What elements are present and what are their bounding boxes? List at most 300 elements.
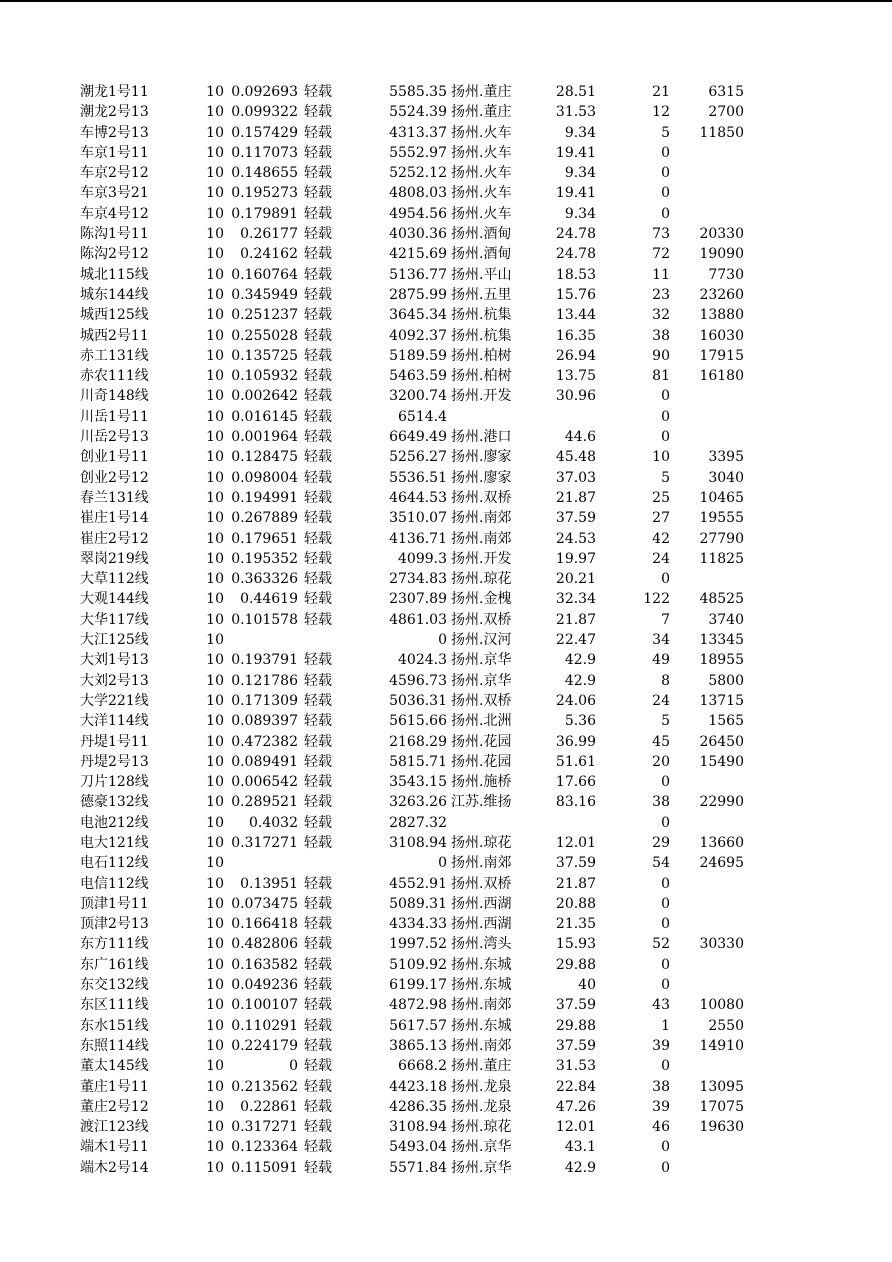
line-name-cell: 川奇148线 xyxy=(80,388,149,405)
count-cell: 7 xyxy=(661,611,670,628)
load-status-cell: 轻载 xyxy=(304,814,332,831)
load-rate-cell: 0.472382 xyxy=(231,733,298,750)
capacity-cell: 13345 xyxy=(699,632,744,649)
line-name-cell: 德豪132线 xyxy=(80,794,149,811)
location-cell: 扬州.双桥 xyxy=(451,611,512,628)
voltage-cell: 10 xyxy=(206,1098,224,1115)
count-cell: 38 xyxy=(652,794,670,811)
voltage-cell: 10 xyxy=(206,692,224,709)
value-cell: 4092.37 xyxy=(389,327,447,344)
value-cell: 5615.66 xyxy=(389,713,447,730)
count-cell: 122 xyxy=(643,591,670,608)
count-cell: 0 xyxy=(661,571,670,588)
location-cell: 扬州.京华 xyxy=(451,652,512,669)
load-status-cell: 轻载 xyxy=(304,571,332,588)
capacity-cell xyxy=(670,163,744,183)
value-cell: 3543.15 xyxy=(389,774,447,791)
table-row xyxy=(0,204,892,224)
capacity-cell: 19090 xyxy=(699,246,744,263)
load-status-cell: 轻载 xyxy=(304,875,332,892)
length-cell: 13.75 xyxy=(555,368,596,385)
length-cell: 17.66 xyxy=(555,774,596,791)
length-cell: 44.6 xyxy=(564,429,596,446)
location-cell: 扬州.京华 xyxy=(451,1139,512,1156)
value-cell: 4872.98 xyxy=(389,997,447,1014)
count-cell: 12 xyxy=(652,104,670,121)
line-name-cell: 春兰131线 xyxy=(80,489,149,506)
location-cell: 扬州.汉河 xyxy=(451,632,512,649)
location-cell: 扬州.龙泉 xyxy=(451,1098,512,1115)
load-rate-cell: 0.089491 xyxy=(231,753,298,770)
capacity-cell: 13095 xyxy=(699,1078,744,1095)
capacity-cell xyxy=(670,955,744,975)
line-name-cell: 东广161线 xyxy=(80,956,149,973)
value-cell: 6649.49 xyxy=(389,429,447,446)
line-name-cell: 车京4号12 xyxy=(80,205,149,222)
count-cell: 72 xyxy=(652,246,670,263)
line-name-cell: 端木1号11 xyxy=(80,1139,149,1156)
length-cell: 42.9 xyxy=(564,1159,596,1176)
table-row xyxy=(0,1036,892,1056)
length-cell: 21.87 xyxy=(555,611,596,628)
capacity-cell: 26450 xyxy=(699,733,744,750)
count-cell: 0 xyxy=(661,814,670,831)
load-rate-cell: 0.016145 xyxy=(231,408,298,425)
capacity-cell: 6315 xyxy=(708,84,744,100)
line-name-cell: 城北115线 xyxy=(80,266,149,283)
count-cell: 32 xyxy=(652,307,670,324)
length-cell: 36.99 xyxy=(555,733,596,750)
capacity-cell: 3740 xyxy=(708,611,744,628)
location-cell: 扬州.西湖 xyxy=(451,916,512,933)
value-cell: 6514.4 xyxy=(398,408,447,425)
capacity-cell: 11850 xyxy=(699,124,744,141)
capacity-cell xyxy=(670,1056,744,1076)
capacity-cell xyxy=(670,143,744,163)
voltage-cell: 10 xyxy=(206,144,224,161)
length-cell: 40 xyxy=(578,977,596,994)
count-cell: 1 xyxy=(661,1017,670,1034)
voltage-cell: 10 xyxy=(206,733,224,750)
length-cell: 37.59 xyxy=(555,855,596,872)
length-cell: 37.59 xyxy=(555,510,596,527)
location-cell: 扬州.董庄 xyxy=(451,84,512,100)
load-status-cell: 轻载 xyxy=(304,388,332,405)
location-cell: 扬州.廖家 xyxy=(451,469,512,486)
value-cell: 4808.03 xyxy=(389,185,447,202)
line-name-cell: 川岳1号11 xyxy=(80,408,149,425)
length-cell xyxy=(523,407,596,427)
location-cell: 扬州.金槐 xyxy=(451,591,512,608)
load-status-cell: 轻载 xyxy=(304,307,332,324)
table-row xyxy=(0,549,892,569)
length-cell: 37.03 xyxy=(555,469,596,486)
count-cell: 0 xyxy=(661,875,670,892)
count-cell: 52 xyxy=(652,936,670,953)
line-name-cell: 翠岗219线 xyxy=(80,550,149,567)
line-name-cell: 顶津1号11 xyxy=(80,895,149,912)
capacity-cell: 13660 xyxy=(699,834,744,851)
table-row xyxy=(0,569,892,589)
table-row xyxy=(0,529,892,549)
length-cell: 19.41 xyxy=(555,185,596,202)
value-cell: 5815.71 xyxy=(389,753,447,770)
capacity-cell: 30330 xyxy=(699,936,744,953)
capacity-cell: 11825 xyxy=(699,550,744,567)
capacity-cell: 17915 xyxy=(699,347,744,364)
load-rate-cell: 0.135725 xyxy=(231,347,298,364)
table-row xyxy=(0,407,892,427)
length-cell: 45.48 xyxy=(555,449,596,466)
length-cell: 31.53 xyxy=(555,1058,596,1075)
load-rate-cell: 0.110291 xyxy=(231,1017,298,1034)
load-status-cell: 轻载 xyxy=(304,916,332,933)
capacity-cell: 23260 xyxy=(699,286,744,303)
location-cell: 扬州.开发 xyxy=(451,550,512,567)
location-cell: 扬州.廖家 xyxy=(451,449,512,466)
load-status-cell: 轻载 xyxy=(304,1078,332,1095)
length-cell: 26.94 xyxy=(555,347,596,364)
capacity-cell: 15490 xyxy=(699,753,744,770)
table-row xyxy=(0,1137,892,1157)
load-rate-cell: 0.049236 xyxy=(231,977,298,994)
load-rate-cell: 0.160764 xyxy=(231,266,298,283)
load-status-cell: 轻载 xyxy=(304,327,332,344)
length-cell: 30.96 xyxy=(555,388,596,405)
capacity-cell xyxy=(670,894,744,914)
voltage-cell: 10 xyxy=(206,1058,224,1075)
voltage-cell: 10 xyxy=(206,632,224,649)
load-status-cell: 轻载 xyxy=(304,895,332,912)
table-row xyxy=(0,691,892,711)
voltage-cell: 10 xyxy=(206,327,224,344)
voltage-cell: 10 xyxy=(206,652,224,669)
table-row xyxy=(0,1077,892,1097)
location-cell: 扬州.火车 xyxy=(451,205,512,222)
table-row xyxy=(0,711,892,731)
value-cell: 4423.18 xyxy=(389,1078,447,1095)
table-row xyxy=(0,468,892,488)
table-row xyxy=(0,853,892,873)
voltage-cell: 10 xyxy=(206,611,224,628)
value-cell: 5552.97 xyxy=(389,144,447,161)
count-cell: 45 xyxy=(652,733,670,750)
load-status-cell: 轻载 xyxy=(304,510,332,527)
voltage-cell: 10 xyxy=(206,571,224,588)
load-rate-cell: 0.163582 xyxy=(231,956,298,973)
line-name-cell: 车博2号13 xyxy=(80,124,149,141)
line-name-cell: 电石112线 xyxy=(80,855,149,872)
length-cell: 28.51 xyxy=(555,84,596,100)
load-status-cell: 轻载 xyxy=(304,652,332,669)
load-status-cell xyxy=(304,630,340,650)
load-status-cell: 轻载 xyxy=(304,956,332,973)
capacity-cell: 5800 xyxy=(708,672,744,689)
line-name-cell: 渡江123线 xyxy=(80,1119,149,1136)
line-name-cell: 城西125线 xyxy=(80,307,149,324)
length-cell: 42.9 xyxy=(564,672,596,689)
value-cell: 4644.53 xyxy=(389,489,447,506)
voltage-cell: 10 xyxy=(206,713,224,730)
location-cell: 扬州.火车 xyxy=(451,124,512,141)
location-cell: 扬州.东城 xyxy=(451,977,512,994)
count-cell: 11 xyxy=(652,266,670,283)
value-cell: 5524.39 xyxy=(389,104,447,121)
count-cell: 5 xyxy=(661,469,670,486)
load-rate-cell: 0.089397 xyxy=(231,713,298,730)
value-cell: 5256.27 xyxy=(389,449,447,466)
line-name-cell: 赤工131线 xyxy=(80,347,149,364)
voltage-cell: 10 xyxy=(206,388,224,405)
line-name-cell: 大华117线 xyxy=(80,611,149,628)
line-name-cell: 大刘2号13 xyxy=(80,672,149,689)
length-cell: 21.35 xyxy=(555,916,596,933)
location-cell xyxy=(451,407,523,427)
count-cell: 90 xyxy=(652,347,670,364)
voltage-cell: 10 xyxy=(206,977,224,994)
load-rate-cell: 0.194991 xyxy=(231,489,298,506)
location-cell: 扬州.酒甸 xyxy=(451,246,512,263)
capacity-cell: 27790 xyxy=(699,530,744,547)
voltage-cell: 10 xyxy=(206,408,224,425)
load-status-cell: 轻载 xyxy=(304,672,332,689)
line-name-cell: 赤农111线 xyxy=(80,368,149,385)
table-row xyxy=(0,995,892,1015)
capacity-cell: 19555 xyxy=(699,510,744,527)
voltage-cell: 10 xyxy=(206,469,224,486)
length-cell: 18.53 xyxy=(555,266,596,283)
count-cell: 23 xyxy=(652,286,670,303)
load-rate-cell: 0.482806 xyxy=(231,936,298,953)
top-border-line xyxy=(0,0,892,2)
line-name-cell: 大江125线 xyxy=(80,632,149,649)
line-name-cell: 董庄1号11 xyxy=(80,1078,149,1095)
line-name-cell: 车京3号21 xyxy=(80,185,149,202)
table-row xyxy=(0,143,892,163)
count-cell: 43 xyxy=(652,997,670,1014)
load-status-cell: 轻载 xyxy=(304,489,332,506)
value-cell: 4334.33 xyxy=(389,916,447,933)
capacity-cell: 16180 xyxy=(699,368,744,385)
load-status-cell: 轻载 xyxy=(304,1058,332,1075)
length-cell: 31.53 xyxy=(555,104,596,121)
location-cell: 江苏.维扬 xyxy=(451,794,512,811)
load-rate-cell: 0.195352 xyxy=(231,550,298,567)
capacity-cell xyxy=(670,1158,744,1178)
value-cell: 1997.52 xyxy=(389,936,447,953)
table-row xyxy=(0,874,892,894)
capacity-cell xyxy=(670,874,744,894)
location-cell: 扬州.柏树 xyxy=(451,347,512,364)
count-cell: 20 xyxy=(652,753,670,770)
voltage-cell: 10 xyxy=(206,205,224,222)
voltage-cell: 10 xyxy=(206,1159,224,1176)
load-status-cell: 轻载 xyxy=(304,550,332,567)
load-rate-cell: 0.101578 xyxy=(231,611,298,628)
voltage-cell: 10 xyxy=(206,672,224,689)
table-row xyxy=(0,488,892,508)
length-cell: 5.36 xyxy=(564,713,596,730)
line-name-cell: 陈沟2号12 xyxy=(80,246,149,263)
capacity-cell xyxy=(670,569,744,589)
load-rate-cell: 0.166418 xyxy=(231,916,298,933)
capacity-cell: 1565 xyxy=(708,713,744,730)
count-cell: 0 xyxy=(661,956,670,973)
length-cell: 83.16 xyxy=(555,794,596,811)
table-row xyxy=(0,914,892,934)
voltage-cell: 10 xyxy=(206,875,224,892)
spreadsheet-table xyxy=(0,82,892,1178)
voltage-cell: 10 xyxy=(206,855,224,872)
count-cell: 34 xyxy=(652,632,670,649)
capacity-cell: 24695 xyxy=(699,855,744,872)
voltage-cell: 10 xyxy=(206,266,224,283)
load-status-cell: 轻载 xyxy=(304,1017,332,1034)
voltage-cell: 10 xyxy=(206,124,224,141)
value-cell: 6199.17 xyxy=(389,977,447,994)
load-rate-cell: 0.267889 xyxy=(231,510,298,527)
load-status-cell: 轻载 xyxy=(304,977,332,994)
location-cell: 扬州.琼花 xyxy=(451,1119,512,1136)
length-cell: 19.97 xyxy=(555,550,596,567)
capacity-cell: 3040 xyxy=(708,469,744,486)
voltage-cell: 10 xyxy=(206,510,224,527)
location-cell: 扬州.东城 xyxy=(451,1017,512,1034)
voltage-cell: 10 xyxy=(206,895,224,912)
table-row xyxy=(0,894,892,914)
voltage-cell: 10 xyxy=(206,1078,224,1095)
line-name-cell: 川岳2号13 xyxy=(80,429,149,446)
table-row xyxy=(0,833,892,853)
line-name-cell: 顶津2号13 xyxy=(80,916,149,933)
value-cell: 5585.35 xyxy=(389,84,447,100)
load-rate-cell: 0.213562 xyxy=(231,1078,298,1095)
line-name-cell: 东照114线 xyxy=(80,1037,149,1054)
capacity-cell: 7730 xyxy=(708,266,744,283)
load-status-cell: 轻载 xyxy=(304,1037,332,1054)
load-status-cell: 轻载 xyxy=(304,1098,332,1115)
location-cell: 扬州.五里 xyxy=(451,286,512,303)
value-cell: 6668.2 xyxy=(398,1058,447,1075)
capacity-cell xyxy=(670,386,744,406)
location-cell: 扬州.火车 xyxy=(451,185,512,202)
value-cell: 4215.69 xyxy=(389,246,447,263)
line-name-cell: 潮龙2号13 xyxy=(80,104,149,121)
load-status-cell: 轻载 xyxy=(304,1119,332,1136)
load-rate-cell: 0.171309 xyxy=(231,692,298,709)
load-status-cell: 轻载 xyxy=(304,936,332,953)
count-cell: 0 xyxy=(661,977,670,994)
voltage-cell: 10 xyxy=(206,834,224,851)
table-row xyxy=(0,955,892,975)
length-cell: 24.06 xyxy=(555,692,596,709)
length-cell: 37.59 xyxy=(555,997,596,1014)
location-cell: 扬州.开发 xyxy=(451,388,512,405)
count-cell: 5 xyxy=(661,124,670,141)
count-cell: 21 xyxy=(652,84,670,100)
count-cell: 0 xyxy=(661,429,670,446)
load-rate-cell: 0.092693 xyxy=(231,84,298,100)
line-name-cell: 陈沟1号11 xyxy=(80,226,149,243)
value-cell: 4030.36 xyxy=(389,226,447,243)
load-status-cell: 轻载 xyxy=(304,753,332,770)
line-name-cell: 城东144线 xyxy=(80,286,149,303)
load-rate-cell: 0.224179 xyxy=(231,1037,298,1054)
value-cell: 5036.31 xyxy=(389,692,447,709)
line-name-cell: 崔庄2号12 xyxy=(80,530,149,547)
location-cell: 扬州.董庄 xyxy=(451,1058,512,1075)
table-row xyxy=(0,163,892,183)
table-row xyxy=(0,366,892,386)
count-cell: 54 xyxy=(652,855,670,872)
line-name-cell: 车京2号12 xyxy=(80,165,149,182)
load-rate-cell: 0.121786 xyxy=(231,672,298,689)
capacity-cell: 10465 xyxy=(699,489,744,506)
value-cell: 3645.34 xyxy=(389,307,447,324)
length-cell xyxy=(523,813,596,833)
load-rate-cell: 0.345949 xyxy=(231,286,298,303)
location-cell: 扬州.花园 xyxy=(451,753,512,770)
load-status-cell: 轻载 xyxy=(304,84,332,100)
length-cell: 9.34 xyxy=(564,165,596,182)
load-status-cell: 轻载 xyxy=(304,1139,332,1156)
load-rate-cell: 0.179651 xyxy=(231,530,298,547)
value-cell: 5189.59 xyxy=(389,347,447,364)
load-status-cell: 轻载 xyxy=(304,124,332,141)
capacity-cell xyxy=(670,427,744,447)
value-cell: 3865.13 xyxy=(389,1037,447,1054)
voltage-cell: 10 xyxy=(206,916,224,933)
line-name-cell: 端木2号14 xyxy=(80,1159,149,1176)
location-cell: 扬州.京华 xyxy=(451,672,512,689)
table-row xyxy=(0,447,892,467)
line-name-cell: 董庄2号12 xyxy=(80,1098,149,1115)
value-cell: 0 xyxy=(438,855,447,872)
length-cell: 22.84 xyxy=(555,1078,596,1095)
location-cell: 扬州.火车 xyxy=(451,144,512,161)
table-row xyxy=(0,1158,892,1178)
load-status-cell: 轻载 xyxy=(304,368,332,385)
line-name-cell: 城西2号11 xyxy=(80,327,149,344)
voltage-cell: 10 xyxy=(206,449,224,466)
load-status-cell: 轻载 xyxy=(304,469,332,486)
location-cell: 扬州.京华 xyxy=(451,1159,512,1176)
capacity-cell xyxy=(670,407,744,427)
load-rate-cell: 0.001964 xyxy=(231,429,298,446)
length-cell: 24.53 xyxy=(555,530,596,547)
count-cell: 0 xyxy=(661,774,670,791)
capacity-cell: 13880 xyxy=(699,307,744,324)
voltage-cell: 10 xyxy=(206,1037,224,1054)
location-cell: 扬州.董庄 xyxy=(451,104,512,121)
load-status-cell: 轻载 xyxy=(304,266,332,283)
voltage-cell: 10 xyxy=(206,429,224,446)
table-row xyxy=(0,732,892,752)
capacity-cell xyxy=(670,914,744,934)
value-cell: 3263.26 xyxy=(389,794,447,811)
table-row xyxy=(0,102,892,122)
load-rate-cell: 0.251237 xyxy=(231,307,298,324)
table-row xyxy=(0,346,892,366)
location-cell: 扬州.南郊 xyxy=(451,530,512,547)
location-cell: 扬州.琼花 xyxy=(451,571,512,588)
count-cell: 29 xyxy=(652,834,670,851)
load-rate-cell: 0.100107 xyxy=(231,997,298,1014)
count-cell: 38 xyxy=(652,327,670,344)
load-status-cell: 轻载 xyxy=(304,611,332,628)
value-cell: 0 xyxy=(438,632,447,649)
length-cell: 16.35 xyxy=(555,327,596,344)
